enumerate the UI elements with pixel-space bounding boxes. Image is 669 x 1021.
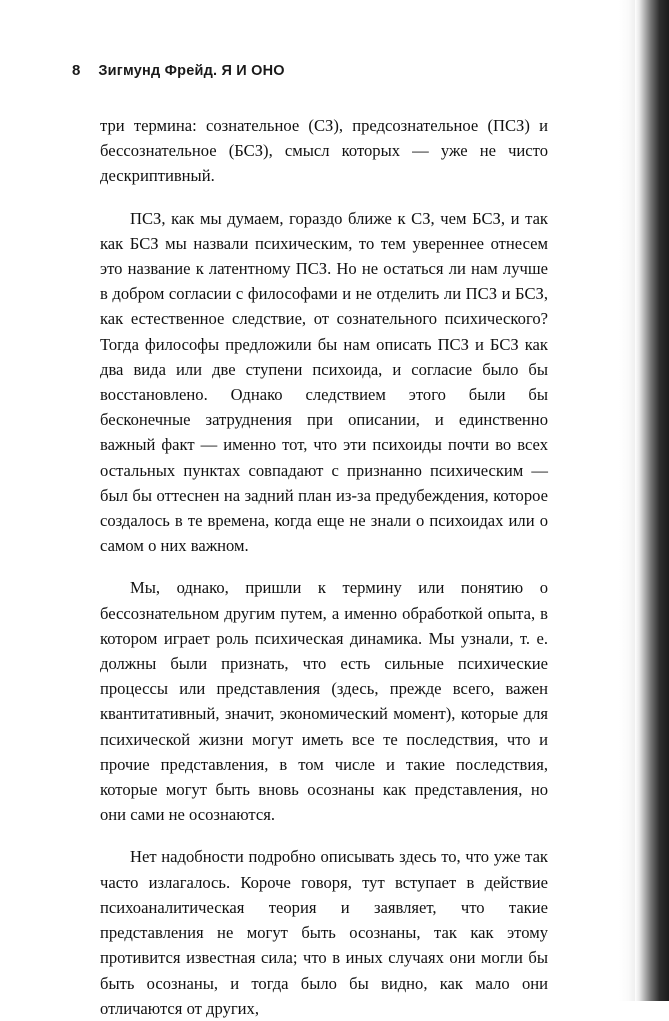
paragraph: Нет надобности подробно описывать здесь то, что уже так часто излагалось. Короче говоря, тут вступает в действие психоаналитическая теория и заявляет, что такие представления не могут быть осознаны, так как этому противится известная сила; что в иных случаях они могли бы быть осознаны, и тогда было бы видно, как мало они отличаются от других, bbox=[100, 847, 548, 1018]
paragraph: ПСЗ, как мы думаем, гораздо ближе к СЗ, чем БСЗ, и так как БСЗ мы назвали психическим, то тем увереннее отнесем это название к латентному ПСЗ. Но не остаться ли нам лучше в добром согласии с философами и не отделить ли ПСЗ и БСЗ, как естественное следствие, от сознательного психического? Тогда философы предложили бы нам описать ПСЗ и БСЗ как два вида или две ступени психоида, и согласие было бы восстановлено. Однако следствием этого были бы бесконечные затруднения при описании, и единственно важный факт — именно тот, что эти психоиды почти во всех остальных пунктах совпадают с признанно психическим — был бы оттеснен на задний план из-за предубеждения, которое создалось в те времена, когда еще не знали о психоидах или о самом о них важном. bbox=[100, 208, 548, 556]
book-spine-shadow bbox=[635, 0, 669, 1001]
page-number: 8 bbox=[72, 62, 81, 79]
paragraph: три термина: сознательное (СЗ), предсознательное (ПСЗ) и бессознательное (БСЗ), смысл которых — уже не чисто дескриптивный. bbox=[100, 116, 548, 186]
page-gutter-highlight bbox=[619, 0, 635, 1001]
running-title: Зигмунд Фрейд. Я И ОНО bbox=[98, 63, 285, 79]
page-header bbox=[72, 62, 559, 79]
paragraph: Мы, однако, пришли к термину или понятию о бессознательном другим путем, а именно обработкой опыта, в котором играет роль психическая динамика. Мы узнали, т. е. должны были признать, что есть сильные психические процессы или представления (здесь, прежде всего, важен квантитативный, значит, экономический момент), которые для психической жизни могут иметь все те последствия, что и прочие представления, в том числе и такие последствия, которые могут быть вновь осознаны как представления, но они сами не осознаются. bbox=[100, 578, 548, 825]
page-body bbox=[100, 113, 548, 1021]
